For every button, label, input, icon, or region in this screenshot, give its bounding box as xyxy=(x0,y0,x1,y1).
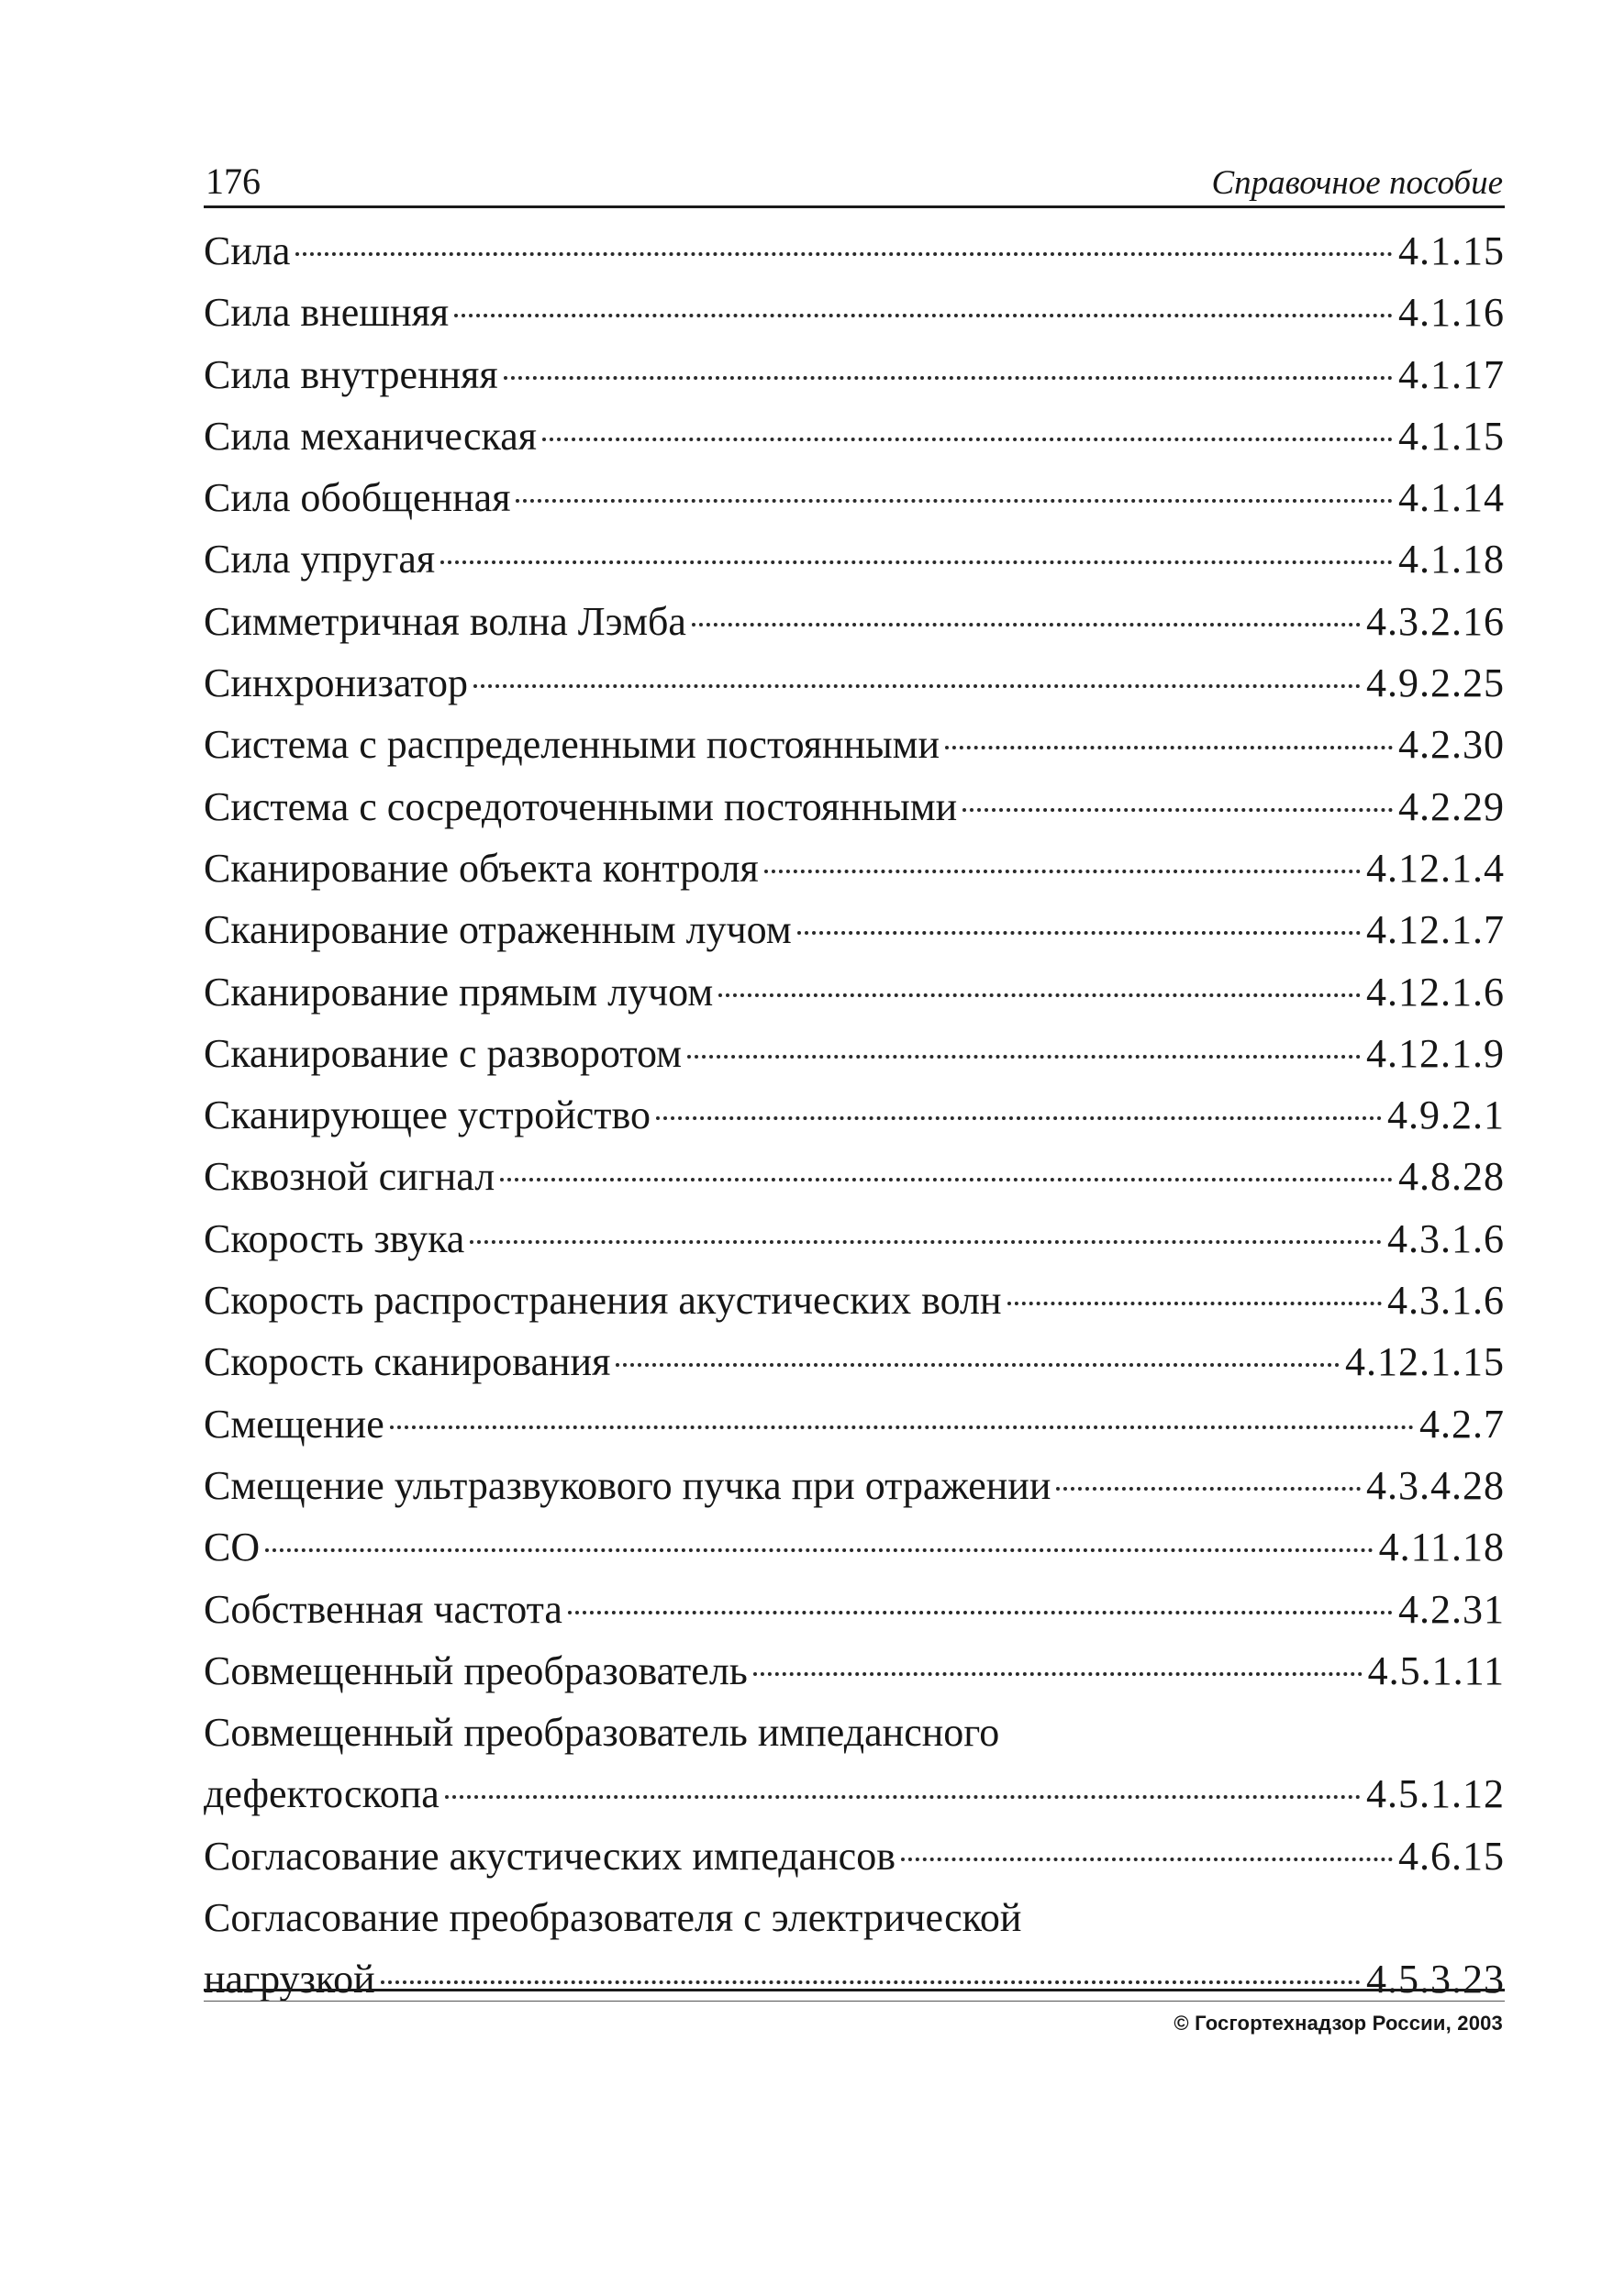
index-term: Сила механическая xyxy=(204,413,537,459)
index-entry xyxy=(204,1640,1505,1702)
page-footer xyxy=(204,1989,1505,2035)
dot-leader xyxy=(692,623,1361,627)
section-reference: 4.1.15 xyxy=(1398,228,1505,273)
index-term-line2: нагрузкой xyxy=(204,1957,375,2002)
index-entry xyxy=(204,1270,1505,1331)
index-term: Скорость распространения акустических волн xyxy=(204,1278,1002,1324)
dot-leader xyxy=(542,438,1393,441)
dot-leader xyxy=(440,560,1393,564)
section-reference: 4.6.15 xyxy=(1398,1833,1505,1879)
index-term: Сила обобщенная xyxy=(204,475,511,521)
section-reference: 4.5.3.23 xyxy=(1366,1957,1505,2002)
footer-rule xyxy=(204,2001,1505,2002)
copyright-notice: © Госгортехнадзор России, 2003 xyxy=(1174,2012,1503,2035)
index-term: Скорость сканирования xyxy=(204,1339,611,1385)
index-entry xyxy=(204,220,1505,282)
index-term: Сканирование отраженным лучом xyxy=(204,907,792,953)
section-reference: 4.3.1.6 xyxy=(1387,1215,1505,1261)
section-reference: 4.9.2.25 xyxy=(1366,660,1505,706)
index-entry xyxy=(204,344,1505,405)
dot-leader xyxy=(718,993,1361,997)
index-term: Согласование акустических импедансов xyxy=(204,1833,896,1879)
section-reference: 4.5.1.11 xyxy=(1367,1647,1505,1693)
dot-leader xyxy=(753,1672,1363,1676)
index-entry xyxy=(204,1023,1505,1084)
index-entry xyxy=(204,1455,1505,1516)
index-term: Симметричная волна Лэмба xyxy=(204,598,686,644)
dot-leader xyxy=(454,314,1393,317)
dot-leader xyxy=(568,1611,1393,1614)
index-entry xyxy=(204,405,1505,467)
index-term: Сила упругая xyxy=(204,537,436,582)
dot-leader xyxy=(764,870,1361,873)
section-reference: 4.2.30 xyxy=(1398,722,1505,768)
index-entry xyxy=(204,591,1505,652)
dot-leader xyxy=(390,1425,1414,1429)
dot-leader xyxy=(445,1795,1361,1799)
dot-leader xyxy=(1056,1487,1361,1491)
dot-leader xyxy=(473,684,1361,688)
section-reference: 4.3.4.28 xyxy=(1366,1462,1505,1508)
index-term: Смещение ультразвукового пучка при отражении xyxy=(204,1462,1051,1508)
dot-leader xyxy=(687,1055,1361,1059)
index-term: Сканирование объекта контроля xyxy=(204,845,759,891)
index-term: Сила внутренняя xyxy=(204,351,498,397)
section-reference: 4.1.18 xyxy=(1398,537,1505,582)
index-term: Сила внешняя xyxy=(204,290,450,336)
section-reference: 4.8.28 xyxy=(1398,1154,1505,1200)
index-term: Собственная частота xyxy=(204,1586,562,1632)
dot-leader xyxy=(470,1240,1382,1244)
index-term-line1: Совмещенный преобразователь импедансного xyxy=(204,1710,1000,1756)
dot-leader xyxy=(616,1363,1340,1367)
dot-leader xyxy=(656,1116,1382,1120)
dot-leader xyxy=(901,1858,1393,1861)
index-term: Сканирование прямым лучом xyxy=(204,969,714,1015)
index-term: СО xyxy=(204,1525,261,1570)
index-term: Сканирование с разворотом xyxy=(204,1030,683,1076)
index-entry xyxy=(204,282,1505,343)
index-entry xyxy=(204,1146,1505,1207)
index-term: Смещение xyxy=(204,1401,384,1447)
section-reference: 4.12.1.15 xyxy=(1345,1339,1505,1385)
index-term: Сила xyxy=(204,228,291,273)
index-entry xyxy=(204,899,1505,960)
section-reference: 4.5.1.12 xyxy=(1366,1771,1505,1817)
index-term-line1: Согласование преобразователя с электрической xyxy=(204,1895,1022,1941)
dot-leader xyxy=(516,499,1393,503)
page-header xyxy=(204,154,1505,208)
index-entry xyxy=(204,837,1505,899)
section-reference: 4.2.7 xyxy=(1419,1401,1505,1447)
index-entries xyxy=(204,220,1505,2011)
index-entry xyxy=(204,1331,1505,1392)
section-reference: 4.3.2.16 xyxy=(1366,598,1505,644)
running-title: Справочное пособие xyxy=(1211,164,1503,202)
index-entry xyxy=(204,528,1505,590)
section-reference: 4.1.17 xyxy=(1398,351,1505,397)
section-reference: 4.3.1.6 xyxy=(1387,1278,1505,1324)
dot-leader xyxy=(500,1178,1393,1181)
section-reference: 4.12.1.6 xyxy=(1366,969,1505,1015)
index-entry xyxy=(204,961,1505,1023)
index-entry xyxy=(204,776,1505,837)
dot-leader xyxy=(265,1548,1374,1552)
index-entry xyxy=(204,1393,1505,1455)
dot-leader xyxy=(381,1980,1361,1984)
index-entry xyxy=(204,1516,1505,1578)
page-number: 176 xyxy=(206,161,261,202)
index-entry xyxy=(204,467,1505,528)
index-term: Сквозной сигнал xyxy=(204,1154,495,1200)
section-reference: 4.1.15 xyxy=(1398,413,1505,459)
index-entry-multiline xyxy=(204,1702,1505,1825)
section-reference: 4.11.18 xyxy=(1378,1525,1505,1570)
dot-leader xyxy=(962,808,1393,812)
dot-leader xyxy=(1007,1302,1382,1305)
index-entry xyxy=(204,1825,1505,1887)
section-reference: 4.2.31 xyxy=(1398,1586,1505,1632)
index-term: Синхронизатор xyxy=(204,660,468,706)
section-reference: 4.12.1.9 xyxy=(1366,1030,1505,1076)
index-term-line2: дефектоскопа xyxy=(204,1771,439,1817)
dot-leader xyxy=(504,376,1393,380)
index-term: Сканирующее устройство xyxy=(204,1093,651,1138)
section-reference: 4.1.14 xyxy=(1398,475,1505,521)
index-entry xyxy=(204,714,1505,775)
section-reference: 4.9.2.1 xyxy=(1387,1093,1505,1138)
section-reference: 4.12.1.7 xyxy=(1366,907,1505,953)
section-reference: 4.2.29 xyxy=(1398,783,1505,829)
section-reference: 4.1.16 xyxy=(1398,290,1505,336)
index-entry xyxy=(204,1084,1505,1146)
index-term: Система с сосредоточенными постоянными xyxy=(204,783,958,829)
dot-leader xyxy=(945,746,1393,749)
index-entry xyxy=(204,1208,1505,1270)
dot-leader xyxy=(295,252,1393,256)
index-term: Система с распределенными постоянными xyxy=(204,722,940,768)
index-entry xyxy=(204,1579,1505,1640)
section-reference: 4.12.1.4 xyxy=(1366,845,1505,891)
index-term: Совмещенный преобразователь xyxy=(204,1647,748,1693)
index-entry-multiline xyxy=(204,1887,1505,2011)
dot-leader xyxy=(797,931,1361,935)
index-term: Скорость звука xyxy=(204,1215,465,1261)
index-entry xyxy=(204,652,1505,714)
